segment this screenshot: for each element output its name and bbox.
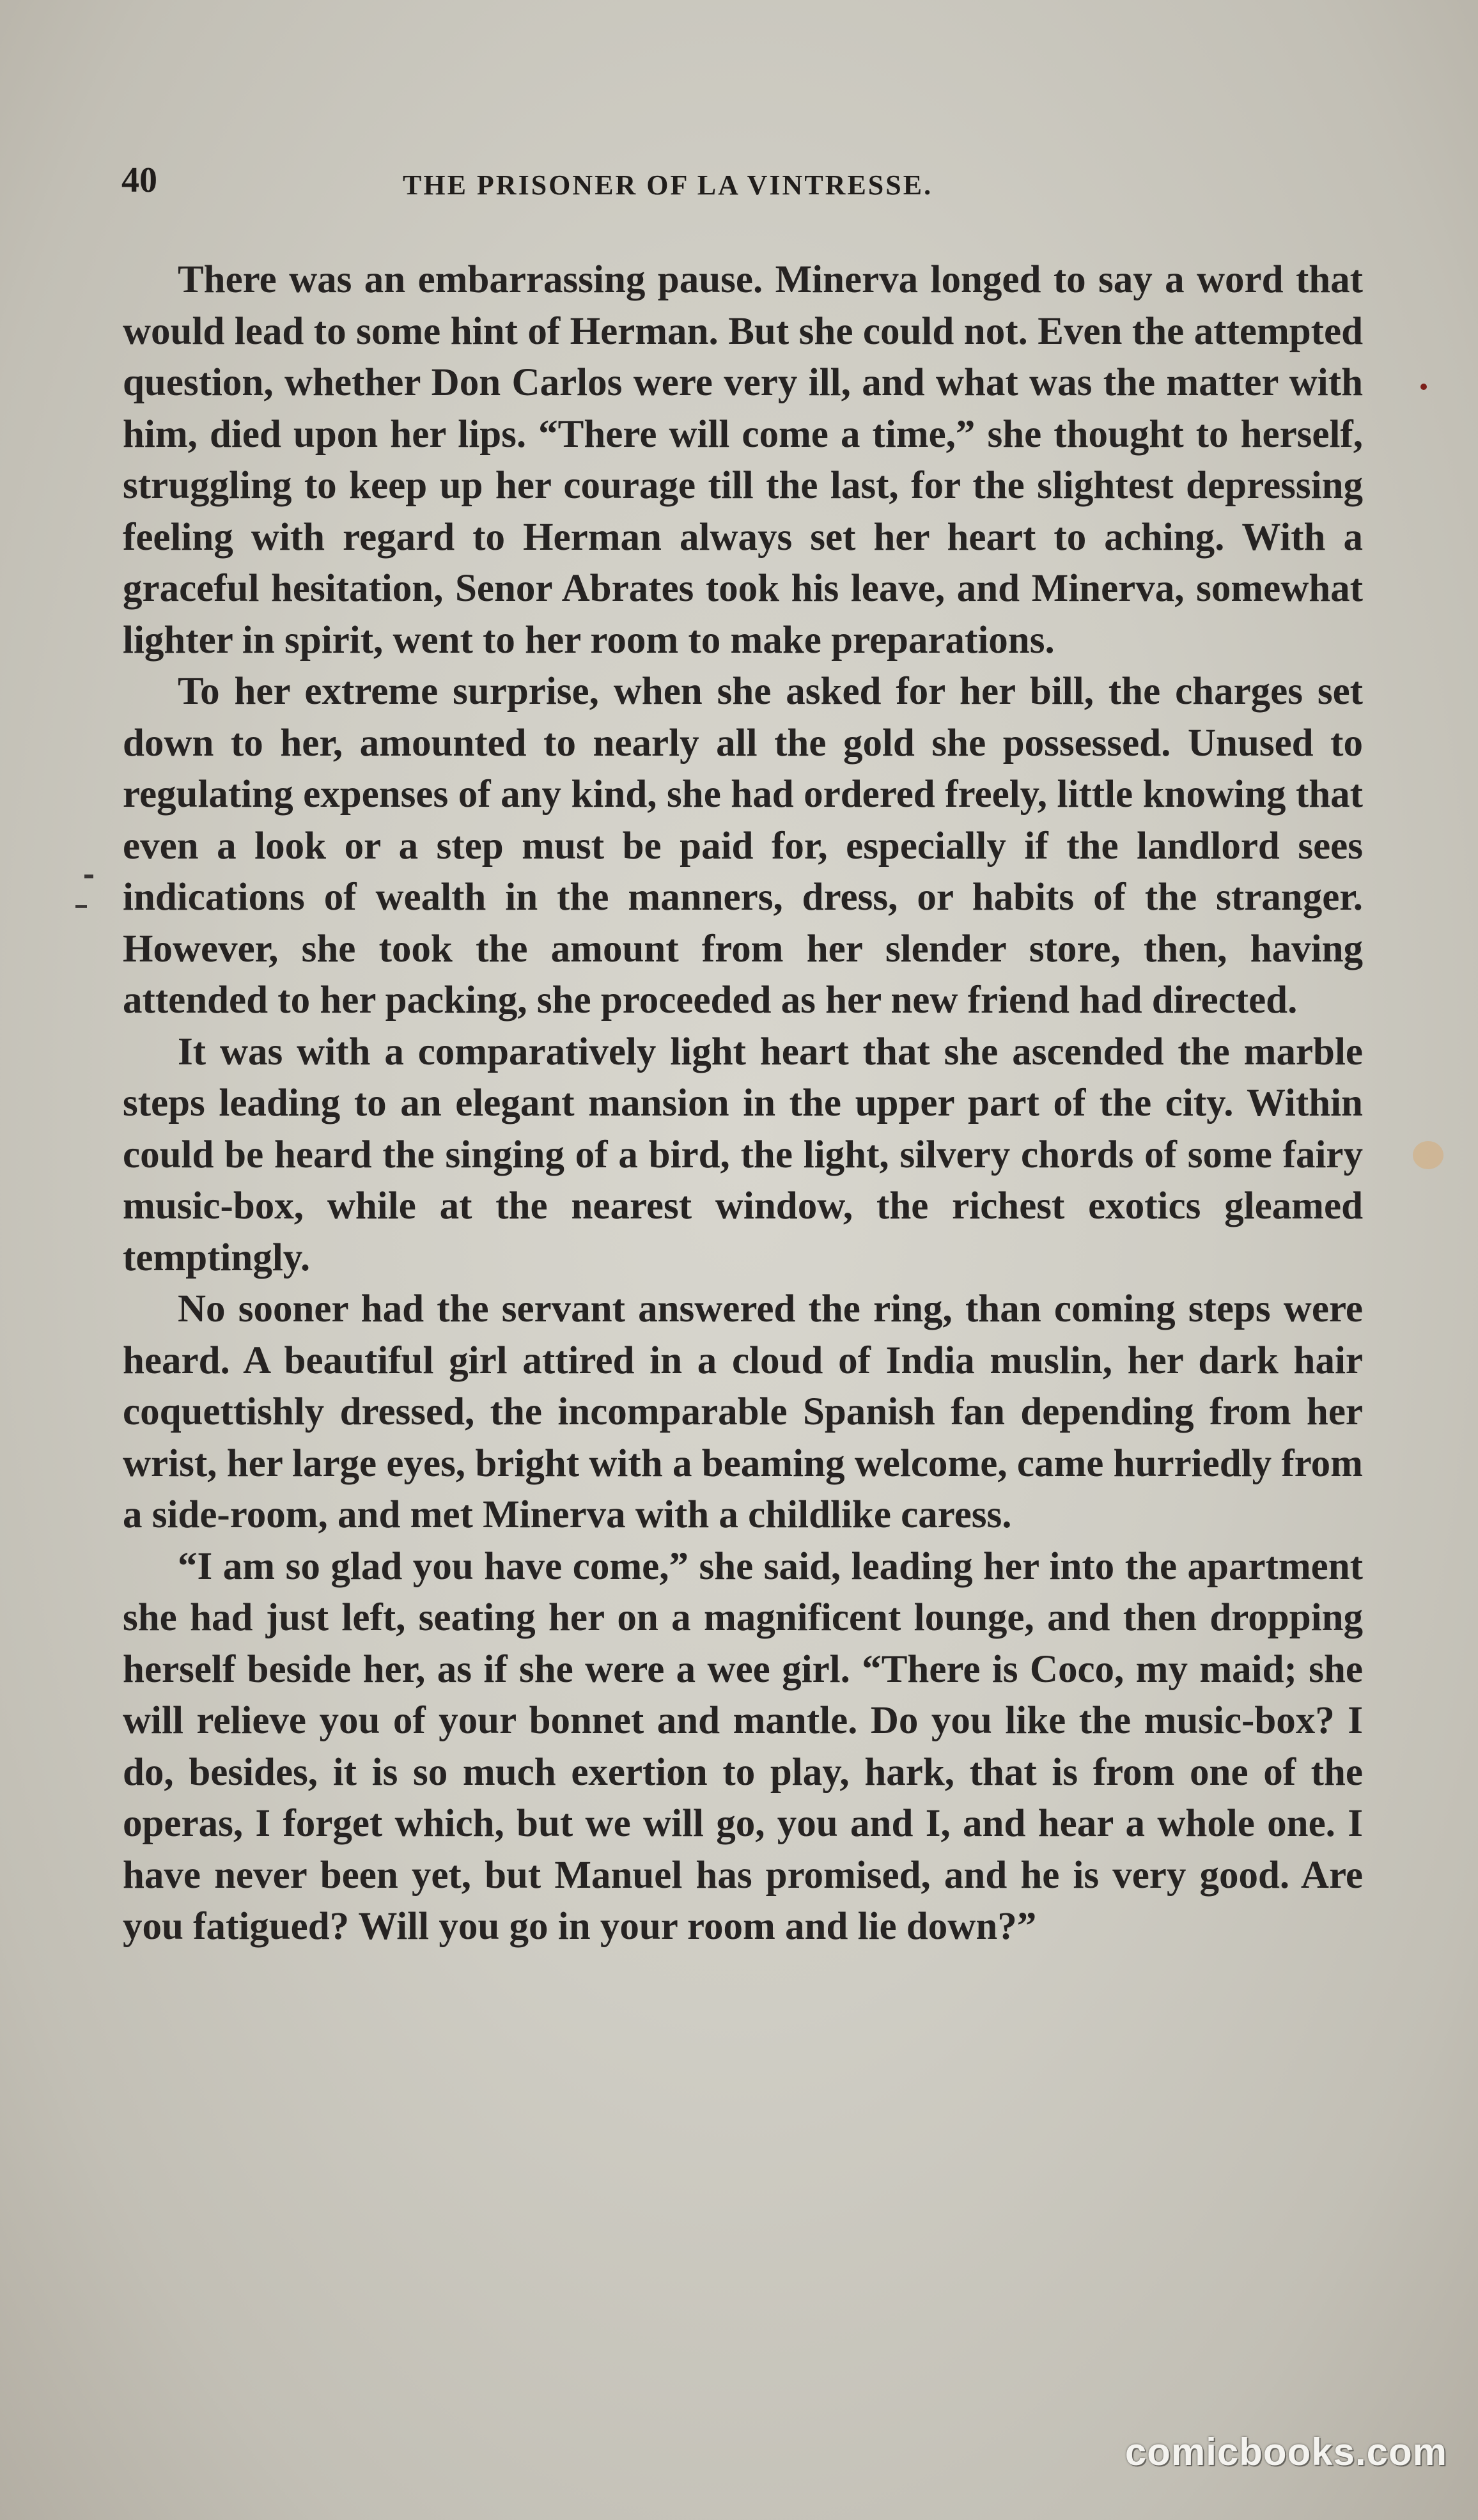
margin-mark	[75, 905, 87, 908]
page-header	[121, 160, 1368, 205]
paragraph: It was with a comparatively light heart that she ascended the marble steps leading to an elegant mansion in the upper part of the city. Within could be heard the singing of a bird, the light, silvery chords of some fairy music-box, while at the nearest window, the richest exotics gleamed temptingly.	[123, 1030, 1363, 1279]
watermark: comicbooks.com	[1124, 2431, 1447, 2473]
paragraph: To her extreme surprise, when she asked for her bill, the charges set down to her, amounted to nearly all the gold she possessed. Unused to regulating expenses of any kind, she had ordered freely, little knowing that even a look or a step must be paid for, especially if the landlord sees indications of wealth in the manners, dress, or habits of the stranger. However, she took the amount from her slender store, then, having attended to her packing, she proceeded as her new friend had directed.	[123, 670, 1363, 1022]
paragraph: “I am so glad you have come,” she said, leading her into the apartment she had just left, seating her on a magnificent lounge, and then dropping herself beside her, as if she were a wee girl. “There is Coco, my maid; she will relieve you of your bonnet and mantle. Do you like the music-box? I do, besides, it is so much exertion to play, hark, that is from one of the operas, I forget which, but we will go, you and I, and hear a whole one. I have never been yet, but Manuel has promised, and he is very good. Are you fatigued? Will you go in your room and lie down?”	[123, 1544, 1363, 1948]
paragraph: No sooner had the servant answered the ring, than coming steps were heard. A beautiful girl attired in a cloud of India muslin, her dark hair coquettishly dressed, the incomparable Spanish fan depending from her wrist, her large eyes, bright with a beaming welcome, came hurriedly from a side-room, and met Minerva with a childlike caress.	[123, 1287, 1363, 1536]
page-number: 40	[121, 160, 157, 200]
paragraph: There was an embarrassing pause. Minerva longed to say a word that would lead to some hint of Herman. But she could not. Even the attempted question, whether Don Carlos were very ill, and what was the matter with him, died upon her lips. “There will come a time,” she thought to herself, struggling to keep up her courage till the last, for the slightest depressing feeling with regard to Herman always set her heart to aching. With a graceful hesitation, Senor Abrates took his leave, and Minerva, somewhat lighter in spirit, went to her room to make preparations.	[123, 258, 1363, 662]
body-text	[123, 254, 1363, 1953]
ink-speck	[1420, 384, 1427, 390]
running-title: THE PRISONER OF LA VINTRESSE.	[403, 169, 933, 201]
margin-mark	[84, 875, 93, 878]
paper-stain	[1413, 1141, 1443, 1169]
